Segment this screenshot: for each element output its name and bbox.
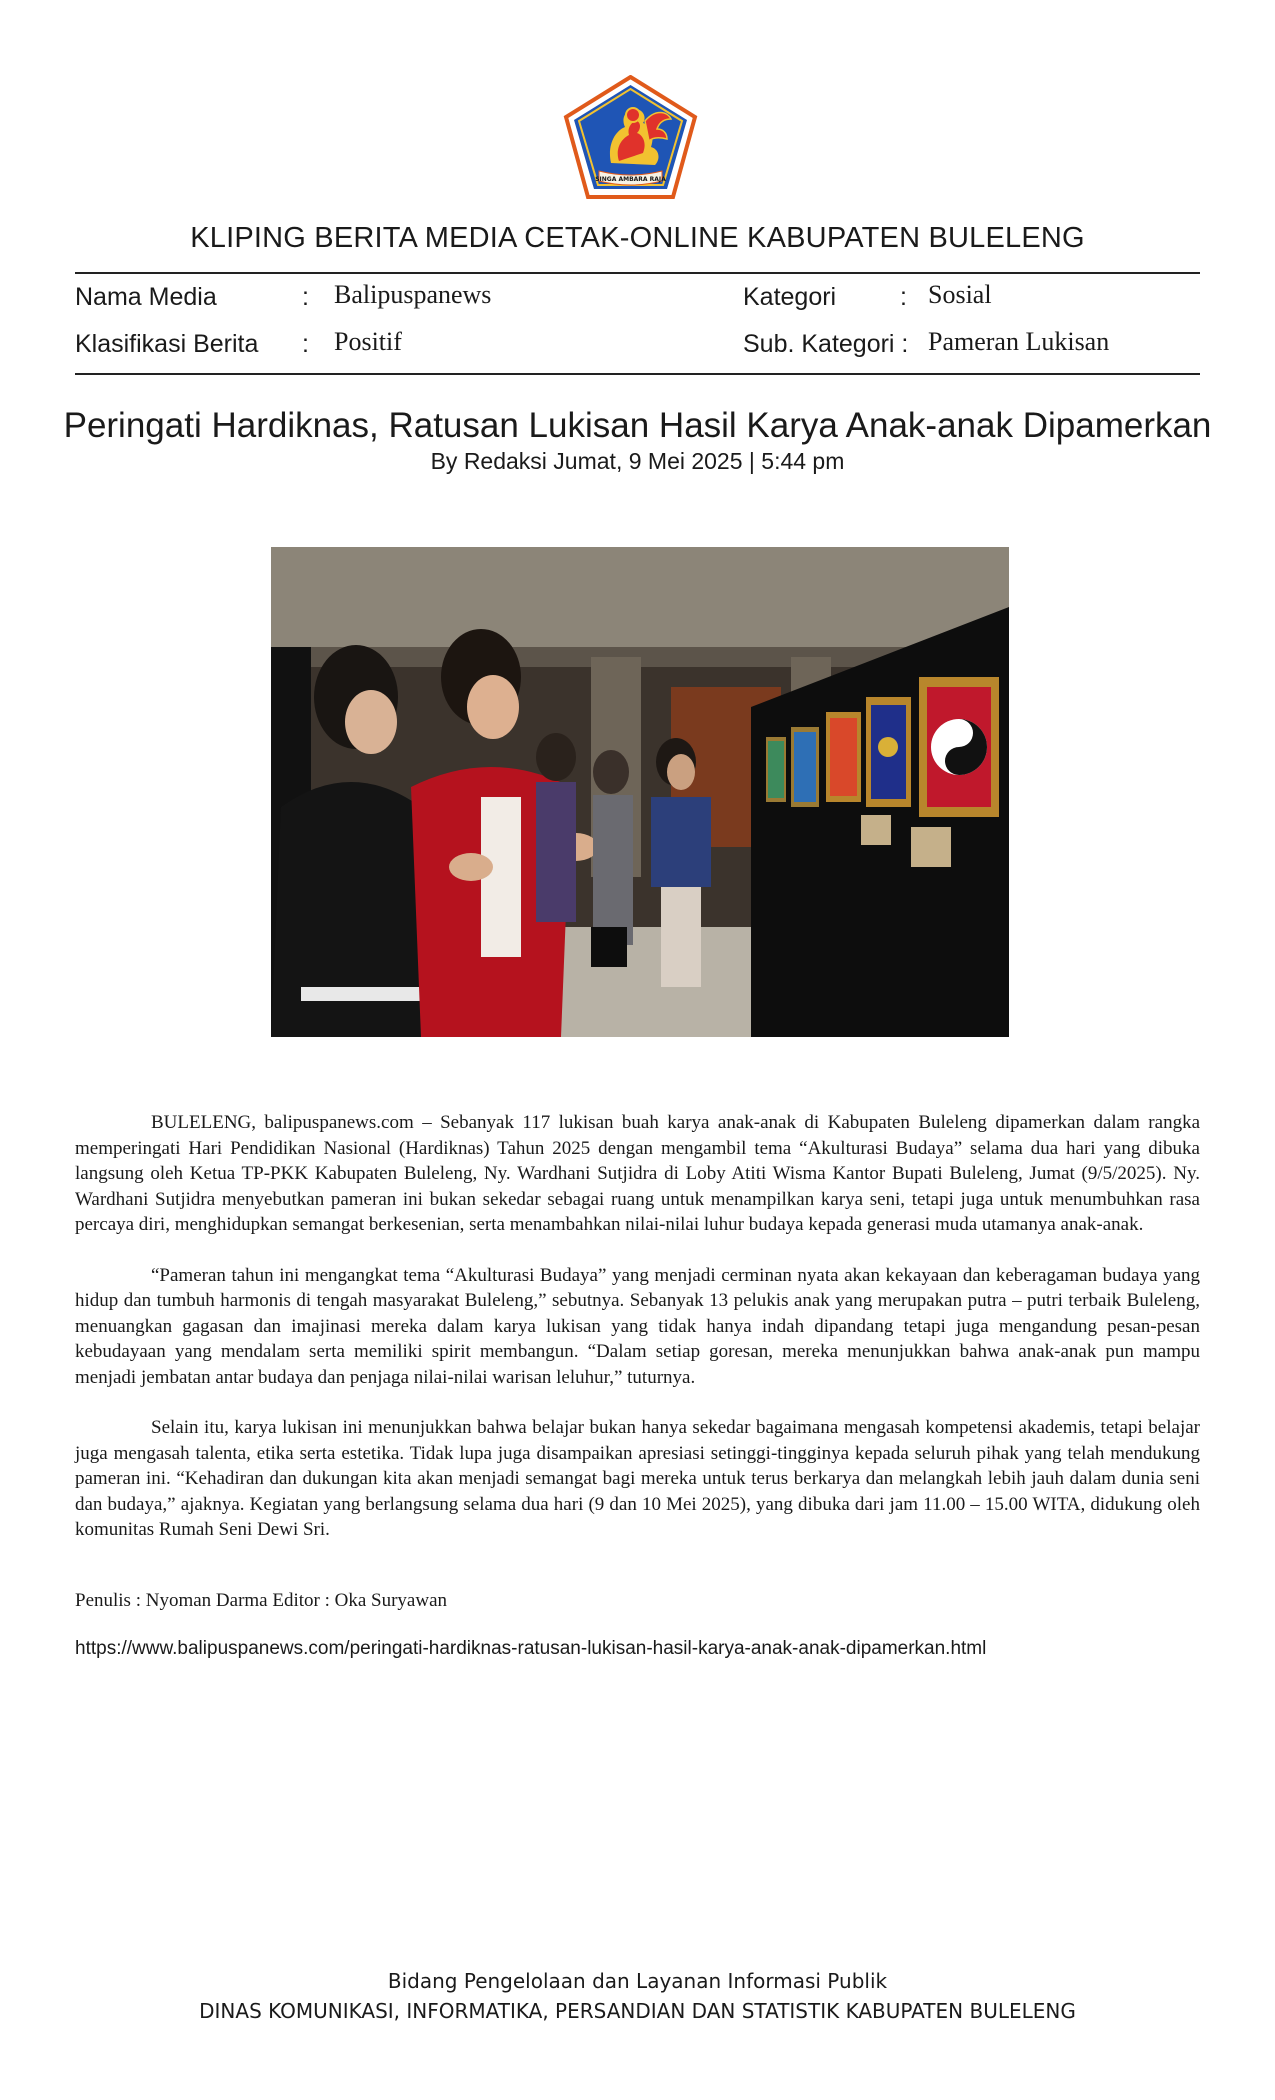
klasifikasi-label: Klasifikasi Berita — [75, 330, 259, 358]
painting — [791, 727, 819, 807]
header-divider-top — [75, 272, 1200, 274]
article-photo — [271, 547, 1009, 1037]
media-label: Nama Media — [75, 283, 217, 311]
klasifikasi-value: Positif — [334, 327, 402, 356]
footer-division: Bidang Pengelolaan dan Layanan Informasi Publik — [387, 1969, 888, 1993]
media-value: Balipuspanews — [334, 280, 492, 309]
kategori-label: Kategori — [743, 283, 837, 311]
buleleng-regency-logo — [563, 75, 698, 200]
article-source-url[interactable]: https://www.balipuspanews.com/peringati-hardiknas-ratusan-lukisan-hasil-karya-anak-anak-dipamerkan.html — [75, 1638, 987, 1659]
footer-agency: DINAS KOMUNIKASI, INFORMATIKA, PERSANDIAN DAN STATISTIK KABUPATEN BULELENG — [199, 1999, 1076, 2023]
kategori-value: Sosial — [928, 280, 992, 309]
media-colon: : — [302, 283, 309, 311]
kliping-title: KLIPING BERITA MEDIA CETAK-ONLINE KABUPATEN BULELENG — [190, 222, 1085, 254]
article-paragraph: BULELENG, balipuspanews.com – Sebanyak 117 lukisan buah karya anak-anak di Kabupaten Buleleng dipamerkan dalam rangka memperingati Hari Pendidikan Nasional (Hardiknas) Tahun 2025 dengan mengambil tema “Akulturasi Budaya” selama dua hari yang dibuka langsung oleh Ketua TP-PKK Kabupaten Buleleng, Ny. Wardhani Sutjidra di Loby Atiti Wisma Kantor Bupati Buleleng, Jumat (9/5/2025). Ny. Wardhani Sutjidra menyebutkan pameran ini bukan sekedar sebagai ruang untuk menampilkan karya seni, tetapi juga untuk menumbuhkan rasa percaya diri, menghidupkan semangat berkesenian, serta menambahkan nilai-nilai luhur budaya kepada generasi muda utamanya anak-anak. — [75, 1112, 1200, 1235]
painting — [766, 737, 786, 802]
article-paragraph: Selain itu, karya lukisan ini menunjukkan bahwa belajar bukan hanya sekedar bagaimana mengasah kompetensi akademis, tetapi belajar juga mengasah talenta, etika serta estetika. Tidak lupa juga disampaikan apresiasi setinggi-tingginya kepada seluruh pihak yang telah mendukung pameran ini. “Kehadiran dan dukungan kita akan menjadi semangat bagi mereka untuk terus berkarya dan melangkah lebih jauh dalam dunia seni dan budaya,” ajaknya. Kegiatan yang berlangsung selama dua hari (9 dan 10 Mei 2025), yang dibuka dari jam 11.00 – 15.00 WITA, didukung oleh komunitas Rumah Seni Dewi Sri. — [75, 1417, 1200, 1540]
painting — [919, 677, 999, 817]
painting — [866, 697, 911, 807]
header-divider-bottom — [75, 373, 1200, 375]
logo-motto: SINGA AMBARA RAJA — [595, 176, 666, 183]
klasifikasi-colon: : — [302, 330, 309, 358]
article-headline: Peringati Hardiknas, Ratusan Lukisan Hasil Karya Anak-anak Dipamerkan — [63, 406, 1212, 445]
sub-kategori-value: Pameran Lukisan — [928, 327, 1110, 356]
kategori-colon: : — [900, 283, 907, 311]
article-body — [75, 1110, 1200, 1568]
sub-kategori-label: Sub. Kategori : — [743, 330, 909, 358]
article-byline: By Redaksi Jumat, 9 Mei 2025 | 5:44 pm — [430, 448, 845, 474]
article-paragraph: “Pameran tahun ini mengangkat tema “Akulturasi Budaya” yang menjadi cerminan nyata akan kekayaan dan keberagaman budaya yang hidup dan tumbuh harmonis di tengah masyarakat Buleleng,” sebutnya. Sebanyak 13 pelukis anak yang merupakan putra – putri terbaik Buleleng, menuangkan gagasan dan imajinasi mereka dalam karya lukisan yang tidak hanya indah dipandang tetapi juga mengandung pesan-pesan kebudayaan yang mendalam serta memiliki spirit membangun. “Dalam setiap goresan, mereka menunjukkan bahwa anak-anak pun mampu menjadi jembatan antar budaya dan penjaga nilai-nilai warisan leluhur,” tuturnya. — [75, 1264, 1200, 1388]
article-credits: Penulis : Nyoman Darma Editor : Oka Suryawan — [75, 1590, 448, 1611]
painting — [826, 712, 861, 802]
